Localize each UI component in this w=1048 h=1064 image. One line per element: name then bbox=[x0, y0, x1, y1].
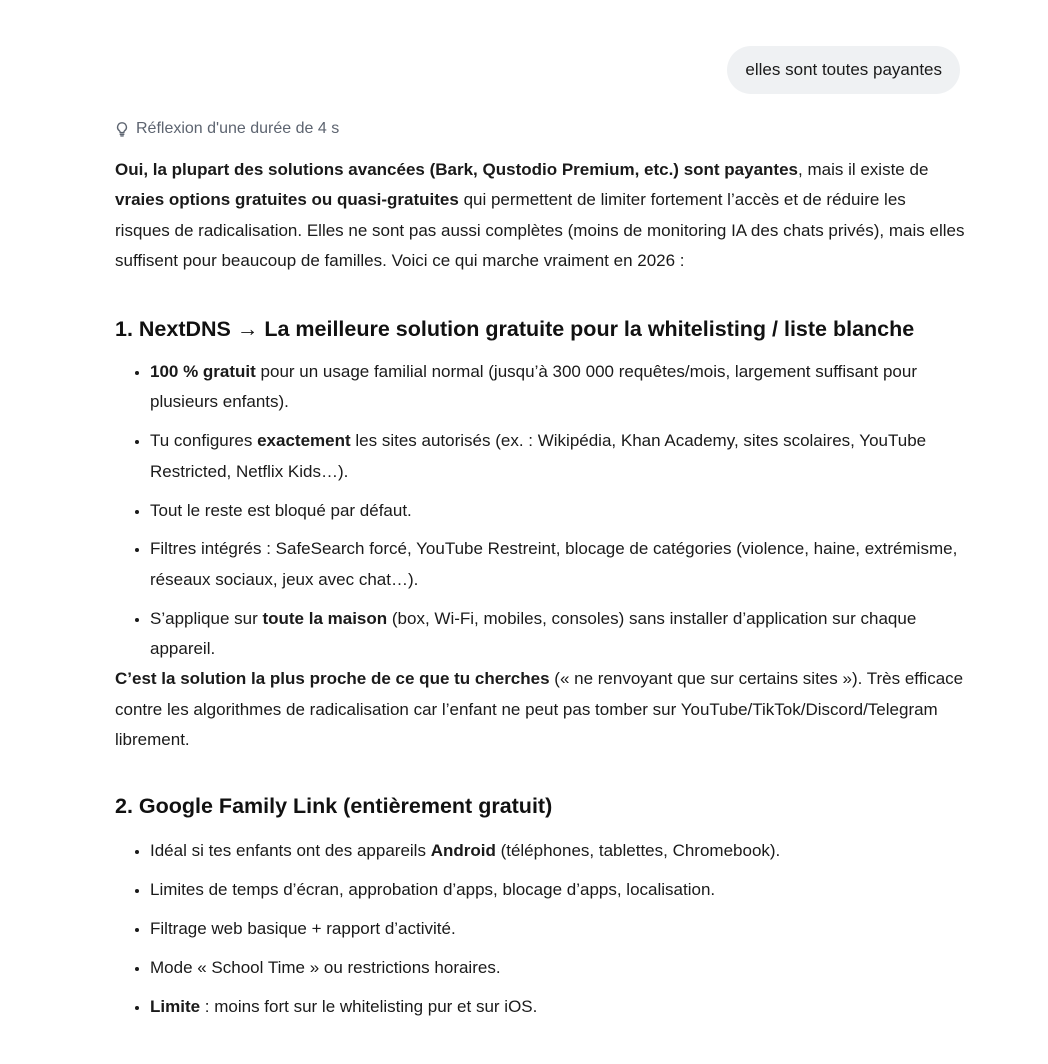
thinking-toggle[interactable] bbox=[114, 120, 339, 138]
list-item-prefix: Tu configures bbox=[150, 431, 258, 451]
list-item bbox=[150, 604, 965, 665]
intro-bold-1: Oui, la plupart des solutions avancées (Bark, Qustodio Premium, etc.) sont payantes bbox=[115, 160, 799, 179]
list-item-text: Mode « School Time » ou restrictions horaires. bbox=[150, 957, 501, 977]
lightbulb-icon bbox=[114, 121, 130, 137]
intro-bold-2: vraies options gratuites ou quasi-gratuites bbox=[115, 190, 459, 210]
list-item bbox=[150, 953, 965, 983]
list-item-text: Filtres intégrés : SafeSearch forcé, YouTube Restreint, blocage de catégories (violence, haine, extrémisme, réseaux sociaux, jeux avec chat…). bbox=[150, 539, 958, 589]
list-item-prefix: Idéal si tes enfants ont des appareils bbox=[150, 841, 431, 861]
list-item bbox=[150, 534, 965, 595]
list-item bbox=[150, 496, 965, 526]
list-item-text: pour un usage familial normal (jusqu’à 300 000 requêtes/mois, largement suffisant pour plusieurs enfants). bbox=[150, 362, 917, 412]
list-item-text: Limites de temps d’écran, approbation d’apps, blocage d’apps, localisation. bbox=[150, 880, 716, 900]
list-item bbox=[150, 992, 965, 1022]
nextdns-conclusion bbox=[115, 664, 965, 755]
section-heading-family-link: 2. Google Family Link (entièrement gratuit) bbox=[115, 794, 553, 819]
list-item-text: : moins fort sur le whitelisting pur et sur iOS. bbox=[200, 996, 538, 1016]
list-item bbox=[150, 357, 965, 418]
list-item-text: (téléphones, tablettes, Chromebook). bbox=[495, 841, 781, 861]
list-item-bold: Android bbox=[430, 841, 496, 861]
list-item bbox=[150, 836, 965, 866]
list-item bbox=[150, 875, 965, 905]
conclusion-text: (« ne renvoyant que sur certains sites »). Très efficace contre les algorithmes de radicalisation car l’enfant ne peut pas tomber sur YouTube/TikTok/Discord/Telegram librement. bbox=[115, 669, 964, 749]
section-heading-nextdns: 1. NextDNS → La meilleure solution gratuite pour la whitelisting / liste blanche bbox=[115, 317, 915, 342]
list-item-text: les sites autorisés (ex. : Wikipédia, Khan Academy, sites scolaires, YouTube Restricted, Netflix Kids…). bbox=[150, 431, 927, 481]
list-item-bold: toute la maison bbox=[262, 608, 388, 628]
list-item-prefix: S’applique sur bbox=[150, 608, 263, 628]
thinking-label: Réflexion d'une durée de 4 s bbox=[136, 120, 340, 137]
user-message-bubble bbox=[727, 46, 960, 94]
list-item-text: (box, Wi-Fi, mobiles, consoles) sans installer d’application sur chaque appareil. bbox=[150, 608, 917, 658]
user-message-text: elles sont toutes payantes bbox=[745, 60, 942, 79]
list-item-bold: 100 % gratuit bbox=[150, 362, 256, 382]
list-item-text: Filtrage web basique + rapport d’activité. bbox=[150, 918, 456, 938]
conclusion-bold: C’est la solution la plus proche de ce que tu cherches bbox=[115, 669, 550, 689]
family-link-list bbox=[115, 836, 965, 1022]
list-item bbox=[150, 426, 965, 487]
intro-paragraph bbox=[115, 155, 965, 276]
intro-text-1: , mais il existe de bbox=[798, 160, 929, 179]
list-item-bold: exactement bbox=[257, 431, 351, 451]
intro-text-2: qui permettent de limiter fortement l’accès et de réduire les risques de radicalisation. Elles ne sont pas aussi complètes (moins de monitoring IA des chats privés), mais elles suffisent pour beaucoup de familles. Voici ce qui marche vraiment en 2026 : bbox=[115, 190, 965, 270]
list-item-bold: Limite bbox=[150, 996, 201, 1016]
nextdns-list bbox=[115, 357, 965, 664]
list-item bbox=[150, 914, 965, 944]
assistant-response bbox=[115, 155, 965, 1022]
list-item-text: Tout le reste est bloqué par défaut. bbox=[150, 500, 412, 520]
